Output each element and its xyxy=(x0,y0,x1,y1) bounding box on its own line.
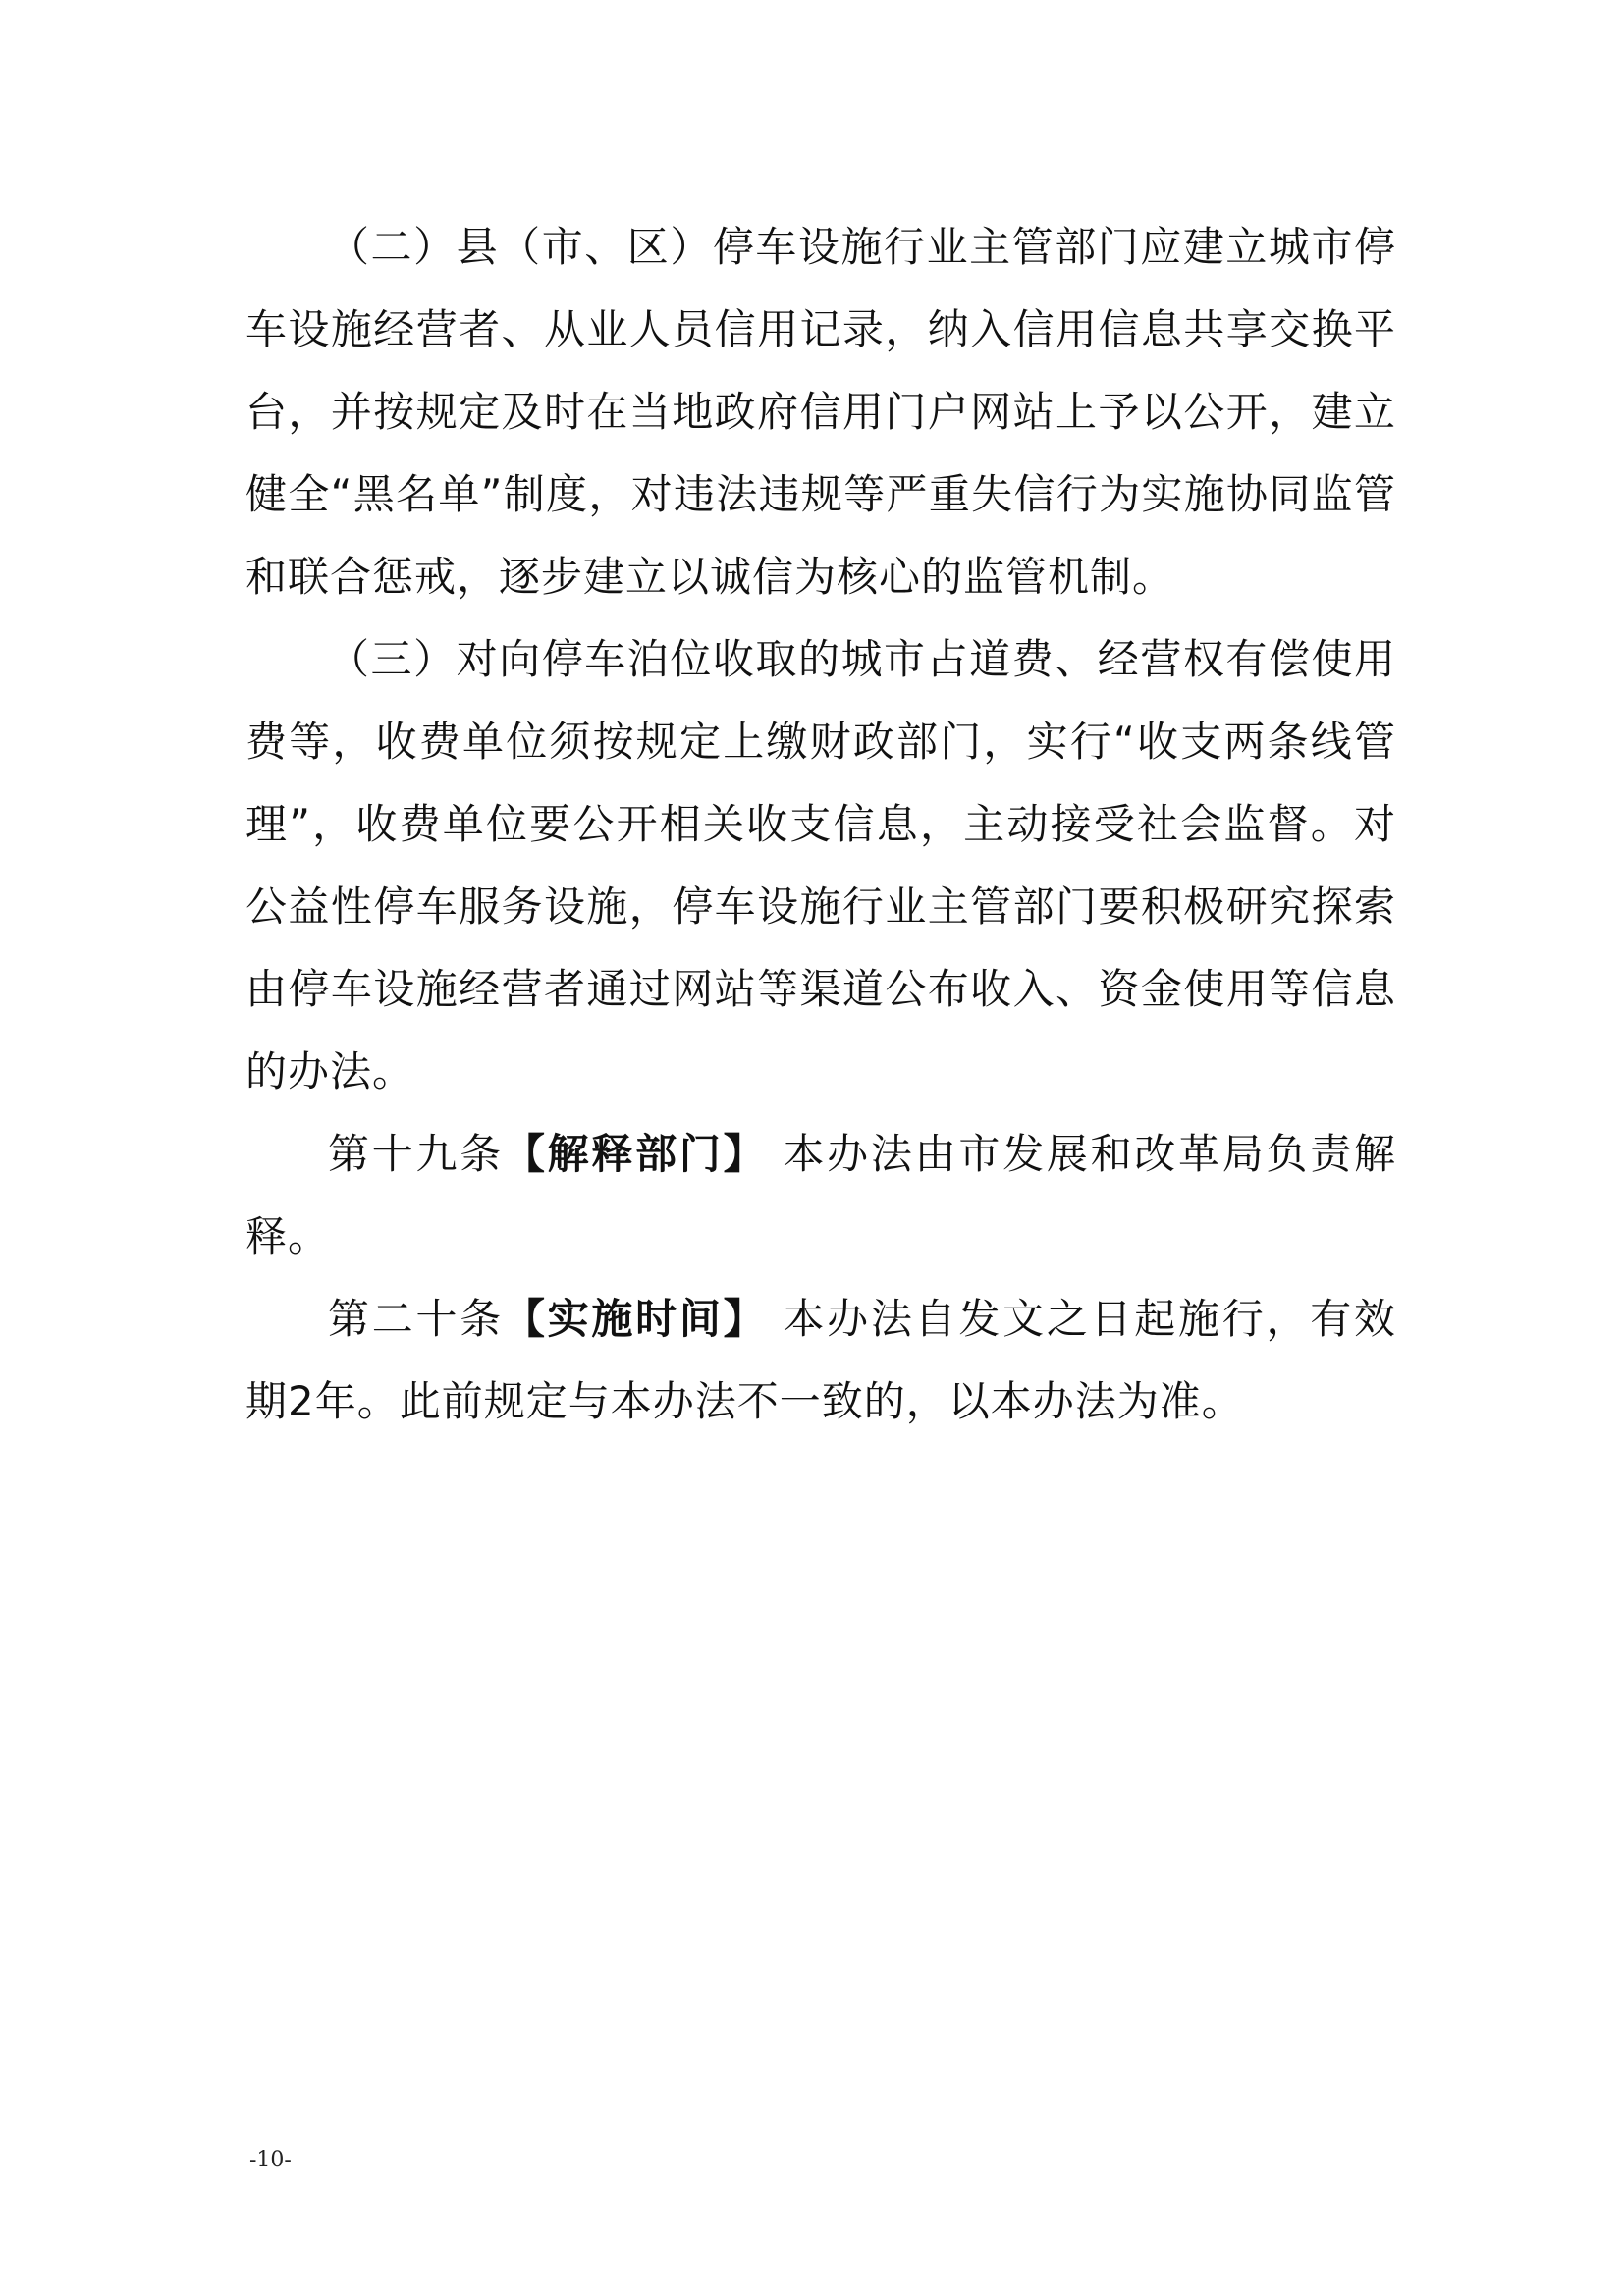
article-19-text: 本办法由市发展和改革局负责解释。 xyxy=(245,1130,1396,1260)
article-20-text: 本办法自发文之日起施行，有效期2年。此前规定与本办法不一致的，以本办法为准。 xyxy=(245,1295,1396,1425)
paragraph-credit-records: （二）县（市、区）停车设施行业主管部门应建立城市停车设施经营者、从业人员信用记录，纳入信用信息共享交换平台，并按规定及时在当地政府信用门户网站上予以公开，建立健全“黑名单”制度，对违法违规等严重失信行为实施协同监管和联合惩戒，逐步建立以诚信为核心的监管机制。 xyxy=(245,223,1396,601)
article-20 xyxy=(245,1278,1396,1443)
page-number: -10- xyxy=(249,2148,292,2172)
article-20-number: 第二十条 xyxy=(328,1295,504,1343)
article-19-heading: 【解释部门】 xyxy=(503,1130,768,1178)
document-body xyxy=(245,206,1396,1443)
article-20-heading: 【实施时间】 xyxy=(503,1295,768,1343)
article-19 xyxy=(245,1113,1396,1278)
article-19-number: 第十九条 xyxy=(328,1130,504,1178)
paragraph-fee-management: （三）对向停车泊位收取的城市占道费、经营权有偿使用费等，收费单位须按规定上缴财政部门，实行“收支两条线管理”，收费单位要公开相关收支信息，主动接受社会监督。对公益性停车服务设施，停车设施行业主管部门要积极研究探索由停车设施经营者通过网站等渠道公布收入、资金使用等信息的办法。 xyxy=(245,635,1396,1095)
